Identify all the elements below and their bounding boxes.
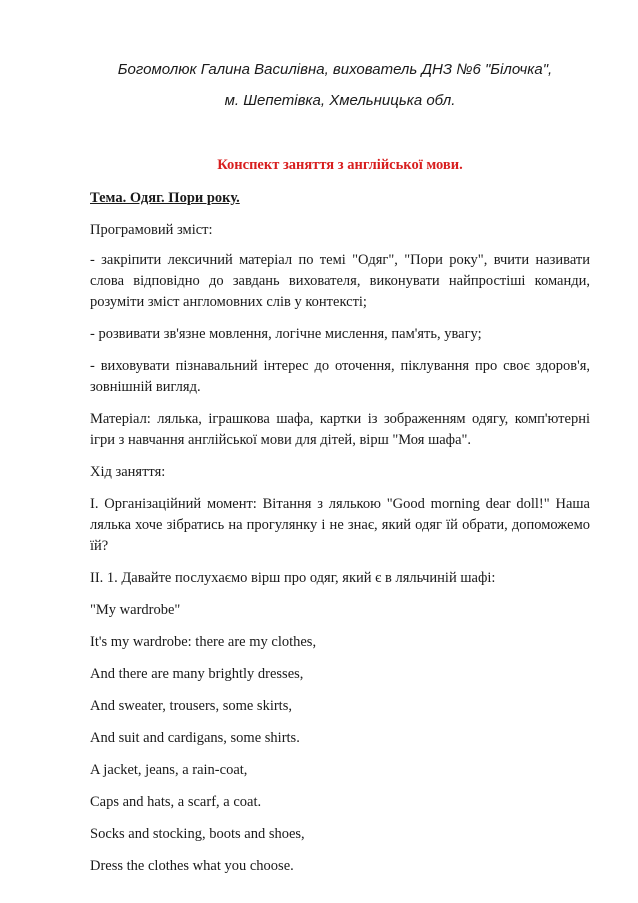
poem-line: And suit and cardigans, some shirts. bbox=[90, 730, 300, 746]
author-line: Богомолюк Галина Василівна, вихователь ДНЗ №6 "Білочка", bbox=[117, 61, 553, 78]
paragraph-materials: Матеріал: лялька, іграшкова шафа, картки із зображенням одягу, комп'ютерні ігри з навчання англійської мови для дітей, вірш "Моя шафа". bbox=[90, 411, 590, 448]
poem-line: A jacket, jeans, a rain-coat, bbox=[90, 762, 248, 778]
poem-line: And there are many brightly dresses, bbox=[90, 666, 304, 682]
poem bbox=[90, 600, 590, 877]
paragraph-program-heading: Програмовий зміст: bbox=[90, 222, 213, 238]
poem-line: Caps and hats, a scarf, a coat. bbox=[90, 794, 262, 810]
author-location: м. Шепетівка, Хмельницька обл. bbox=[224, 92, 456, 109]
document-title: Конспект заняття з англійської мови. bbox=[217, 157, 463, 173]
paragraph-goal-3: - виховувати пізнавальний інтерес до оточення, піклування про своє здоров'я, зовнішній вигляд. bbox=[90, 358, 590, 395]
poem-line: And sweater, trousers, some skirts, bbox=[90, 698, 292, 714]
poem-line: It's my wardrobe: there are my clothes, bbox=[90, 634, 317, 650]
paragraph-org-moment: I. Організаційний момент: Вітання з лялькою "Good morning dear doll!" Наша лялька хоче зібратись на прогулянку і не знає, який одяг їй обрати, допоможемо їй? bbox=[90, 496, 590, 554]
paragraph-lesson-flow: Хід заняття: bbox=[90, 464, 166, 480]
paragraph-goal-1: - закріпити лексичний матеріал по темі "Одяг", "Пори року", вчити називати слова відповідно до завдань вихователя, виконувати найпростіші команди, розуміти зміст англомовних слів у контексті; bbox=[90, 252, 590, 310]
lesson-topic: Тема. Одяг. Пори року. bbox=[90, 190, 240, 206]
poem-line: Socks and stocking, boots and shoes, bbox=[90, 826, 305, 842]
paragraph-poem-intro: II. 1. Давайте послухаємо вірш про одяг, який є в ляльчиній шафі: bbox=[90, 570, 496, 586]
poem-line: Dress the clothes what you choose. bbox=[90, 858, 294, 874]
poem-title: "My wardrobe" bbox=[90, 602, 181, 618]
paragraph-goal-2: - розвивати зв'язне мовлення, логічне мислення, пам'ять, увагу; bbox=[90, 326, 482, 342]
